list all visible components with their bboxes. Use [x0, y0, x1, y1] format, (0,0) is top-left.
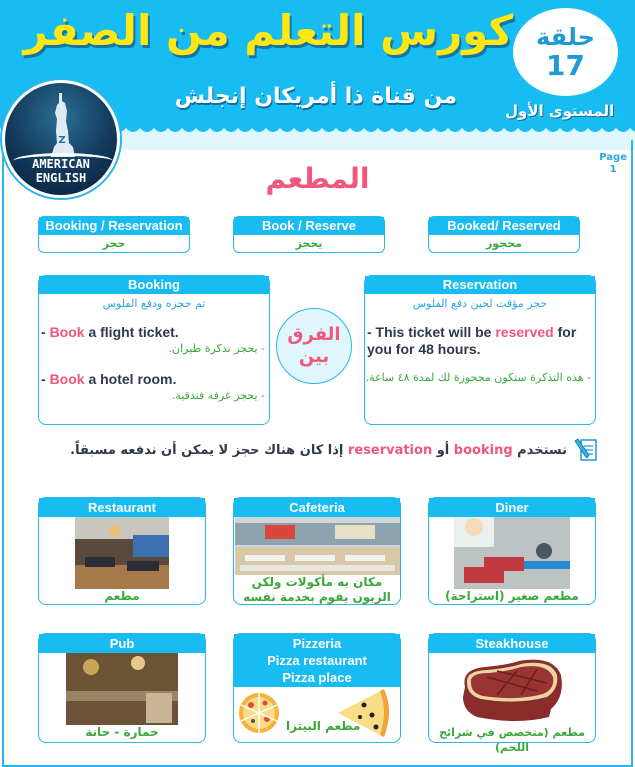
example-highlight: Book [49, 371, 85, 387]
example-highlight: reserved [495, 324, 554, 340]
diner-photo [454, 517, 570, 589]
reservation-example [365, 324, 595, 358]
booking-example-1 [39, 324, 269, 341]
place-arabic: مطعم [104, 589, 140, 603]
note-text [70, 443, 567, 458]
notepad-pencil-icon [573, 437, 599, 463]
episode-badge [513, 8, 618, 96]
pizza-whole-icon [237, 691, 281, 735]
example-highlight: Book [49, 324, 85, 340]
channel-subtitle: من قناة ذا أمريكان إنجلش [174, 84, 457, 109]
cafeteria-photo [235, 517, 400, 575]
note-part: نستخدم [512, 442, 567, 458]
difference-line-2: بين [298, 346, 330, 367]
note-part: إذا كان هناك حجز لا يمكن أن ندفعه مسبقاً. [70, 442, 348, 458]
steak-illustration [457, 657, 567, 725]
page-number-value: 1 [609, 164, 617, 175]
example-rest: a hotel room. [84, 371, 177, 387]
word-box-booking-reservation [38, 216, 190, 253]
place-name: Steakhouse [429, 634, 595, 653]
difference-line-1: الفرق [287, 324, 341, 345]
place-arabic: مطعم البيتزا [286, 719, 361, 733]
pizza-area [234, 687, 400, 739]
place-name-3: Pizza place [282, 670, 352, 685]
note-keyword: booking [453, 442, 513, 458]
booking-example-2-arabic: - يحجز غرفة فندقية. [171, 389, 265, 402]
booking-box [38, 275, 270, 425]
place-card-diner [428, 497, 596, 605]
booking-title: Booking [39, 276, 269, 294]
place-name-1: Pizzeria [292, 636, 342, 651]
logo-line-1: AMERICAN [32, 157, 90, 171]
section-title: المطعم [265, 162, 370, 195]
place-card-cafeteria [233, 497, 401, 605]
statue-of-liberty-icon [45, 91, 79, 159]
place-name [234, 634, 400, 687]
word-box-english: Book / Reserve [234, 217, 384, 235]
restaurant-photo [75, 517, 169, 589]
note-part: أو [432, 442, 454, 458]
place-name: Restaurant [39, 498, 205, 517]
place-name: Cafeteria [234, 498, 400, 517]
course-title: كورس التعلم من الصفر [23, 6, 513, 55]
episode-number: 17 [546, 49, 585, 82]
example-rest: a flight ticket. [84, 324, 179, 340]
reservation-example-arabic: - هذه التذكرة ستكون محجوزة لك لمدة ٤٨ ساعة. [365, 371, 591, 384]
place-arabic: مطعم صغير (استراحة) [445, 589, 579, 603]
example-prefix: - This ticket will be [367, 324, 496, 340]
place-card-restaurant [38, 497, 206, 605]
word-box-booked-reserved [428, 216, 580, 253]
example-rest: for you for 48 hours. [367, 324, 577, 357]
logo-letter: Z [58, 135, 66, 146]
word-box-english: Booked/ Reserved [429, 217, 579, 235]
word-box-book-reserve [233, 216, 385, 253]
booking-definition: تم حجزه ودفع الفلوس [102, 297, 206, 310]
reservation-definition: حجز مؤقت لحين دفع الفلوس [412, 297, 548, 310]
word-box-english: Booking / Reservation [39, 217, 189, 235]
example-prefix: - [41, 324, 50, 340]
booking-example-2 [39, 371, 269, 388]
note-keyword: reservation [347, 442, 433, 458]
place-arabic: خمارة - حانة [85, 725, 159, 739]
reservation-box [364, 275, 596, 425]
place-name: Diner [429, 498, 595, 517]
reservation-title: Reservation [365, 276, 595, 294]
pub-photo [66, 653, 178, 725]
episode-label: حلقة [536, 23, 595, 51]
page-label-text: Page [599, 152, 627, 163]
logo-line-2: ENGLISH [35, 171, 87, 185]
booking-example-1-arabic: - يحجز تذكرة طيران. [168, 342, 265, 355]
example-prefix: - [41, 371, 50, 387]
place-card-pub [38, 633, 206, 743]
word-box-arabic: يحجز [295, 237, 323, 250]
place-name-2: Pizza restaurant [267, 653, 367, 668]
place-arabic: مكان به مأكولات ولكن الزبون يقوم بخدمة نفسه [243, 575, 391, 604]
place-name: Pub [39, 634, 205, 653]
difference-badge [276, 308, 352, 384]
word-box-arabic: محجوز [486, 237, 522, 250]
place-card-pizzeria [233, 633, 401, 743]
place-arabic: مطعم (متخصص في شرائح اللحم) [439, 726, 585, 754]
usage-note [70, 437, 599, 463]
place-card-steakhouse [428, 633, 596, 754]
word-box-arabic: حجز [102, 237, 126, 250]
level-label: المستوى الأول [505, 102, 615, 120]
